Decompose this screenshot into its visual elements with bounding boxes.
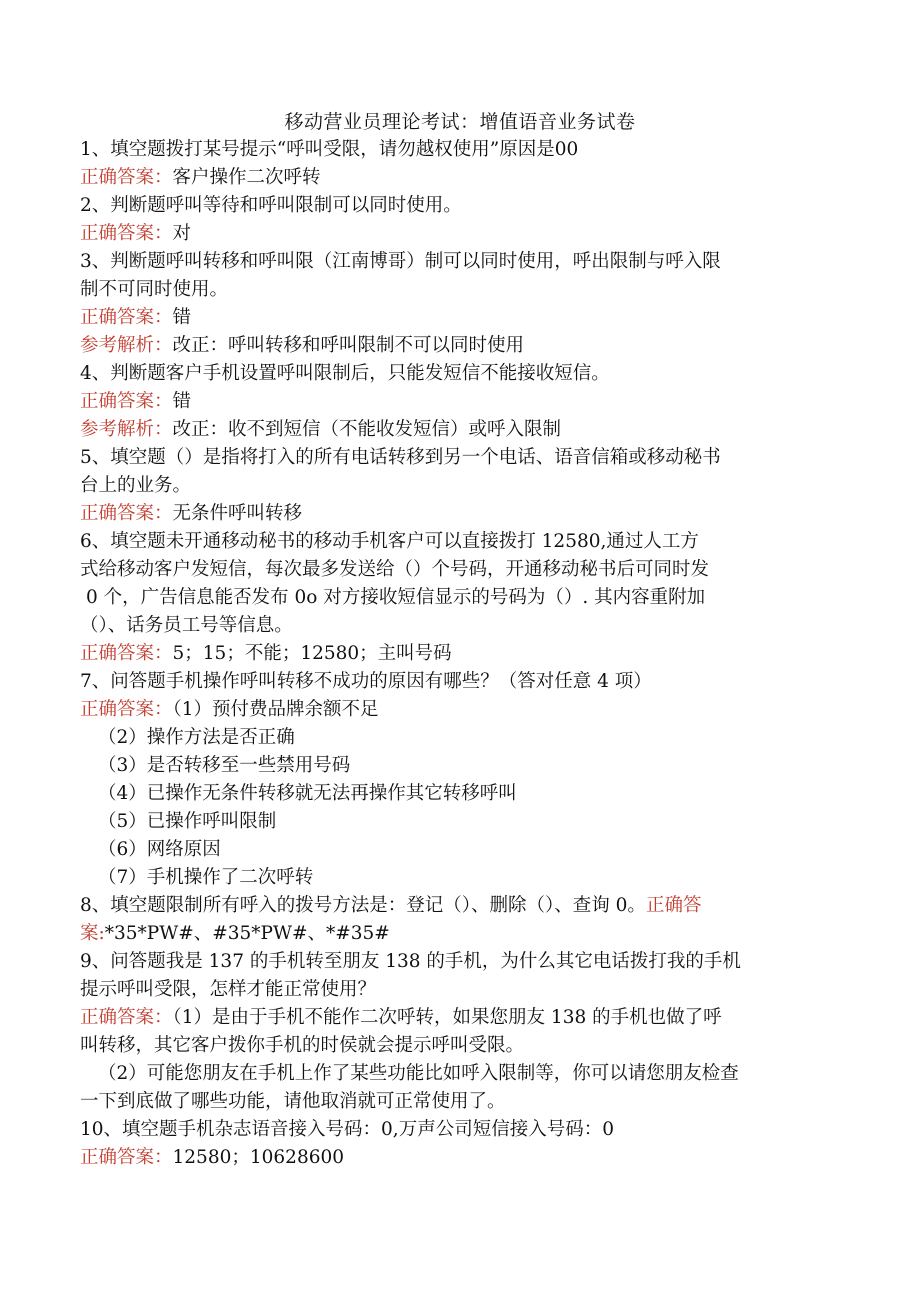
q7-question: 7、问答题手机操作呼叫转移不成功的原因有哪些？（答对任意 4 项） xyxy=(80,671,652,692)
answer-text: （1）是由于手机不能作二次呼转，如果您朋友 138 的手机也做了呼 xyxy=(172,1007,722,1028)
answer-text: 对 xyxy=(172,223,192,244)
q3-question-line: 制不可同时使用。 xyxy=(80,279,229,300)
answer-label: 正确答案： xyxy=(80,699,173,720)
q6-answer xyxy=(80,640,840,668)
q5-question-line: 台上的业务。 xyxy=(80,475,192,496)
answer-text: 5；15；不能；12580；主叫号码 xyxy=(172,643,452,664)
q4-question: 4、判断题客户手机设置呼叫限制后，只能发短信不能接收短信。 xyxy=(80,363,610,384)
answer-label: 正确答案： xyxy=(80,503,173,524)
q9-answer-line: 叫转移，其它客户拨你手机的时侯就会提示呼叫受限。 xyxy=(80,1035,525,1056)
q6-question-line: 6、填空题未开通移动秘书的移动手机客户可以直接拨打 12580,通过人工方 xyxy=(80,531,699,552)
q7-answer-item: （5）已操作呼叫限制 xyxy=(98,811,277,832)
q4-analysis xyxy=(80,416,840,444)
q7-answer xyxy=(80,696,840,724)
q1-question: 1、填空题拨打某号提示“呼叫受限，请勿越权使用”原因是00 xyxy=(80,139,579,160)
answer-label: 正确答案： xyxy=(80,1147,173,1168)
q2-answer xyxy=(80,220,840,248)
answer-label: 正确答案： xyxy=(80,391,173,412)
q3-analysis xyxy=(80,332,840,360)
q9-answer xyxy=(80,1004,840,1032)
q7-answer-item: （7）手机操作了二次呼转 xyxy=(98,867,314,888)
q3-answer xyxy=(80,304,840,332)
q9-answer-line: （2）可能您朋友在手机上作了某些功能比如呼入限制等，你可以请您朋友检查 xyxy=(98,1063,739,1084)
q9-question-line: 9、问答题我是 137 的手机转至朋友 138 的手机，为什么其它电话拨打我的手机 xyxy=(80,951,741,972)
analysis-label: 参考解析： xyxy=(80,419,173,440)
q8-question xyxy=(80,892,840,920)
answer-text: 错 xyxy=(172,307,192,328)
question-text: 8、填空题限制所有呼入的拨号方法是：登记（）、删除（）、查询 0。 xyxy=(80,895,646,916)
analysis-text: 改正：呼叫转移和呼叫限制不可以同时使用 xyxy=(172,335,525,356)
q2-question: 2、判断题呼叫等待和呼叫限制可以同时使用。 xyxy=(80,195,462,216)
question-list xyxy=(80,136,840,1172)
answer-label: 正确答案： xyxy=(80,307,173,328)
q9-question-line: 提示呼叫受限，怎样才能正常使用？ xyxy=(80,979,377,1000)
analysis-label: 参考解析： xyxy=(80,335,173,356)
q9-answer-line: 一下到底做了哪些功能，请他取消就可正常使用了。 xyxy=(80,1091,506,1112)
answer-label: 正确答案： xyxy=(80,167,173,188)
q8-answer xyxy=(80,920,840,948)
q6-question-line: 式给移动客户发短信，每次最多发送给（）个号码，开通移动秘书后可同时发 xyxy=(80,559,710,580)
answer-text: （1）预付费品牌余额不足 xyxy=(172,699,379,720)
answer-label: 正确答 xyxy=(645,895,702,916)
q7-answer-item: （4）已操作无条件转移就无法再操作其它转移呼叫 xyxy=(98,783,517,804)
answer-label: 正确答案： xyxy=(80,643,173,664)
q7-answer-item: （3）是否转移至一些禁用号码 xyxy=(98,755,351,776)
answer-label: 正确答案： xyxy=(80,223,173,244)
q7-answer-item: （6）网络原因 xyxy=(98,839,221,860)
answer-label: 正确答案： xyxy=(80,1007,173,1028)
q3-question-line: 3、判断题呼叫转移和呼叫限（江南博哥）制可以同时使用，呼出限制与呼入限 xyxy=(80,251,721,272)
answer-text: 客户操作二次呼转 xyxy=(172,167,321,188)
q7-answer-item: （2）操作方法是否正确 xyxy=(98,727,295,748)
q6-question-line: 0 个，广告信息能否发布 0o 对方接收短信显示的号码为（）. 其内容重附加 xyxy=(86,587,706,608)
analysis-text: 改正：收不到短信（不能收发短信）或呼入限制 xyxy=(172,419,562,440)
q10-question: 10、填空题手机杂志语音接入号码：0,万声公司短信接入号码：0 xyxy=(80,1119,614,1140)
q5-question-line: 5、填空题（）是指将打入的所有电话转移到另一个电话、语音信箱或移动秘书 xyxy=(80,447,721,468)
q1-answer xyxy=(80,164,840,192)
q4-answer xyxy=(80,388,840,416)
answer-text: 无条件呼叫转移 xyxy=(172,503,303,524)
answer-label: 案: xyxy=(80,923,105,944)
answer-text: 错 xyxy=(172,391,192,412)
q5-answer xyxy=(80,500,840,528)
q10-answer xyxy=(80,1144,840,1172)
q6-question-line: （）、话务员工号等信息。 xyxy=(80,615,293,636)
answer-text: 12580；10628600 xyxy=(172,1147,345,1168)
document-title: 移动营业员理论考试：增值语音业务试卷 xyxy=(284,111,636,133)
answer-text: *35*PW#、#35*PW#、*#35# xyxy=(104,923,390,944)
